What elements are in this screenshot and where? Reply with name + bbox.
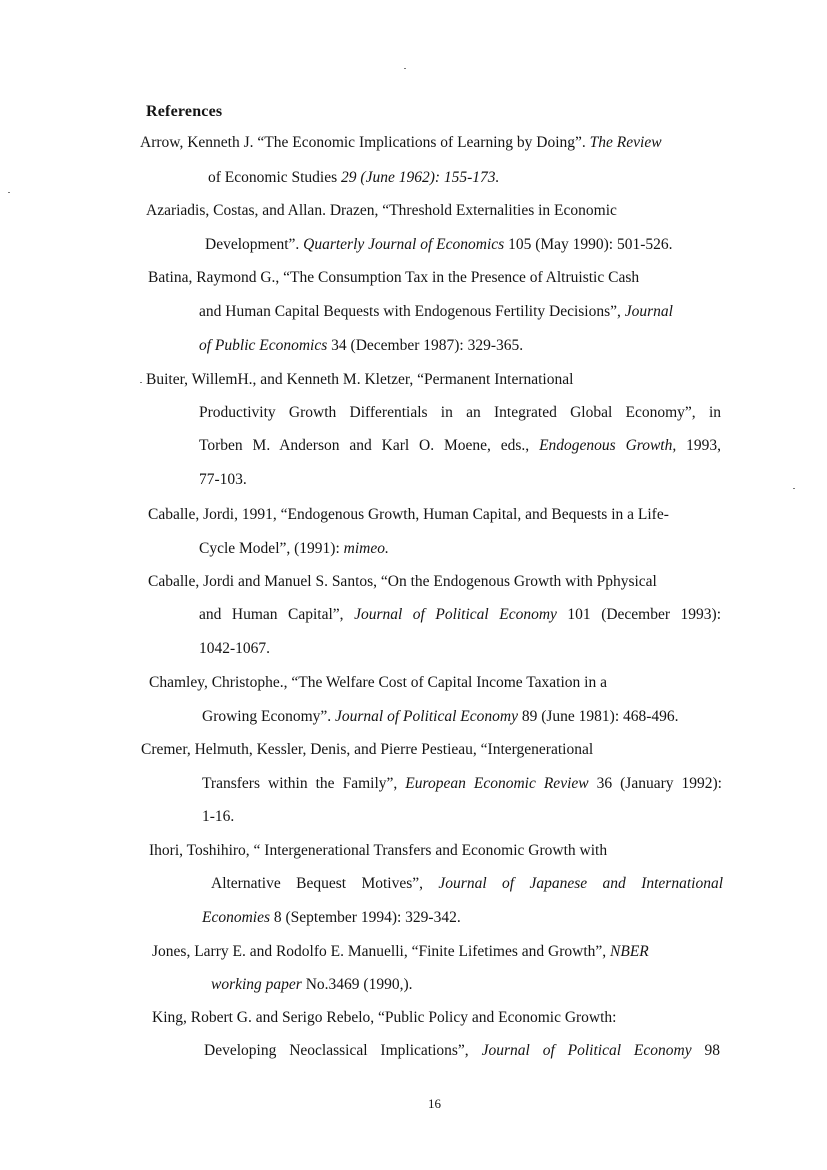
reference-text: and Human Capital”, (199, 606, 355, 623)
page-number: 16 (428, 1096, 441, 1111)
reference-line (148, 505, 669, 525)
reference-italic: 29 (June 1962): 155-173. (337, 169, 500, 186)
reference-line (146, 201, 617, 221)
reference-text: Jones, Larry E. and Rodolfo E. Manuelli, “Finite Lifetimes and Growth”, (152, 943, 611, 960)
reference-line (202, 807, 234, 827)
reference-italic: European Economic Review (405, 775, 589, 792)
reference-text: Buiter, WillemH., and Kenneth M. Kletzer, “Permanent International (146, 371, 574, 388)
reference-text: and Human Capital Bequests with Endogenous Fertility Decisions”, (199, 303, 625, 320)
reference-text: Batina, Raymond G., “The Consumption Tax in the Presence of Altruistic Cash (148, 269, 640, 286)
reference-line (140, 133, 662, 153)
reference-italic: Journal of Japanese and International (438, 875, 724, 892)
reference-text: 1042-1067. (199, 640, 271, 657)
reference-line (199, 605, 721, 625)
reference-text: Development”. (205, 236, 304, 253)
reference-line (199, 403, 721, 423)
reference-italic: Journal (624, 303, 673, 320)
scan-speck (793, 488, 795, 489)
reference-line (146, 370, 573, 390)
reference-italic: Journal of Political Economy (481, 1042, 692, 1059)
reference-italic: working paper (211, 976, 302, 993)
scan-speck (8, 192, 10, 193)
reference-text: 89 (June 1981): 468-496. (517, 708, 679, 725)
reference-line (149, 673, 607, 693)
reference-line (199, 470, 247, 490)
reference-text: No.3469 (1990,). (301, 976, 413, 993)
reference-text: 34 (December 1987): 329-365. (327, 337, 524, 354)
reference-text: King, Robert G. and Serigo Rebelo, “Public Policy and Economic Growth: (152, 1009, 617, 1026)
reference-italic: mimeo. (343, 540, 389, 557)
reference-text: Ihori, Toshihiro, “ Intergenerational Transfers and Economic Growth with (149, 842, 608, 859)
reference-text: 105 (May 1990): 501-526. (504, 236, 673, 253)
reference-text: 98 (691, 1042, 721, 1059)
reference-line (148, 268, 639, 288)
reference-text: Cycle Model”, (1991): (199, 540, 344, 557)
reference-line (148, 572, 657, 592)
references-heading: References (146, 103, 223, 120)
reference-text: of Economic Studies (208, 169, 338, 186)
reference-text: Growing Economy”. (202, 708, 336, 725)
reference-italic: NBER (610, 943, 649, 960)
reference-italic: Journal of Political Economy (354, 606, 557, 623)
reference-italic: Journal of Political Economy (335, 708, 518, 725)
reference-line (205, 235, 673, 255)
reference-line (141, 740, 593, 760)
reference-line (199, 436, 721, 456)
reference-text: Torben M. Anderson and Karl O. Moene, eds., (199, 437, 540, 454)
reference-line (202, 774, 722, 794)
reference-text: Chamley, Christophe., “The Welfare Cost of Capital Income Taxation in a (149, 674, 607, 691)
reference-text: Arrow, Kenneth J. “The Economic Implications of Learning by Doing”. (140, 134, 590, 151)
reference-text: Developing Neoclassical Implications”, (204, 1042, 482, 1059)
reference-text: Caballe, Jordi and Manuel S. Santos, “On the Endogenous Growth with Pphysical (148, 573, 657, 590)
reference-text: Alternative Bequest Motives”, (211, 875, 439, 892)
reference-line (211, 975, 413, 995)
scan-speck (140, 382, 142, 383)
reference-text: Caballe, Jordi, 1991, “Endogenous Growth, Human Capital, and Bequests in a Life- (148, 506, 669, 523)
reference-text: 1-16. (202, 808, 235, 825)
reference-line (152, 942, 649, 962)
reference-text: 101 (December 1993): (556, 606, 722, 623)
reference-text: Cremer, Helmuth, Kessler, Denis, and Pierre Pestieau, “Intergenerational (141, 741, 594, 758)
reference-text: 77-103. (199, 471, 247, 488)
reference-text: Transfers within the Family”, (202, 775, 406, 792)
reference-line (202, 707, 679, 727)
reference-text: Productivity Growth Differentials in an Integrated Global Economy”, in (199, 404, 721, 421)
scan-speck (404, 68, 406, 69)
reference-line (152, 1008, 617, 1028)
reference-line (199, 302, 673, 322)
reference-text: 36 (January 1992): (588, 775, 722, 792)
reference-line (199, 336, 523, 356)
reference-text: 8 (September 1994): 329-342. (270, 909, 461, 926)
reference-line (199, 539, 389, 559)
reference-text: Azariadis, Costas, and Allan. Drazen, “Threshold Externalities in Economic (146, 202, 617, 219)
reference-italic: of Public Economics (199, 337, 328, 354)
reference-line (202, 908, 461, 928)
reference-line (204, 1041, 720, 1061)
reference-italic: Economies (202, 909, 271, 926)
reference-line (211, 874, 723, 894)
reference-italic: Quarterly Journal of Economics (303, 236, 505, 253)
reference-line (199, 639, 270, 659)
reference-italic: Endogenous Growth, (539, 437, 677, 454)
reference-line (208, 168, 499, 188)
reference-italic: The Review (589, 134, 662, 151)
reference-line (149, 841, 607, 861)
reference-text: 1993, (676, 437, 721, 454)
